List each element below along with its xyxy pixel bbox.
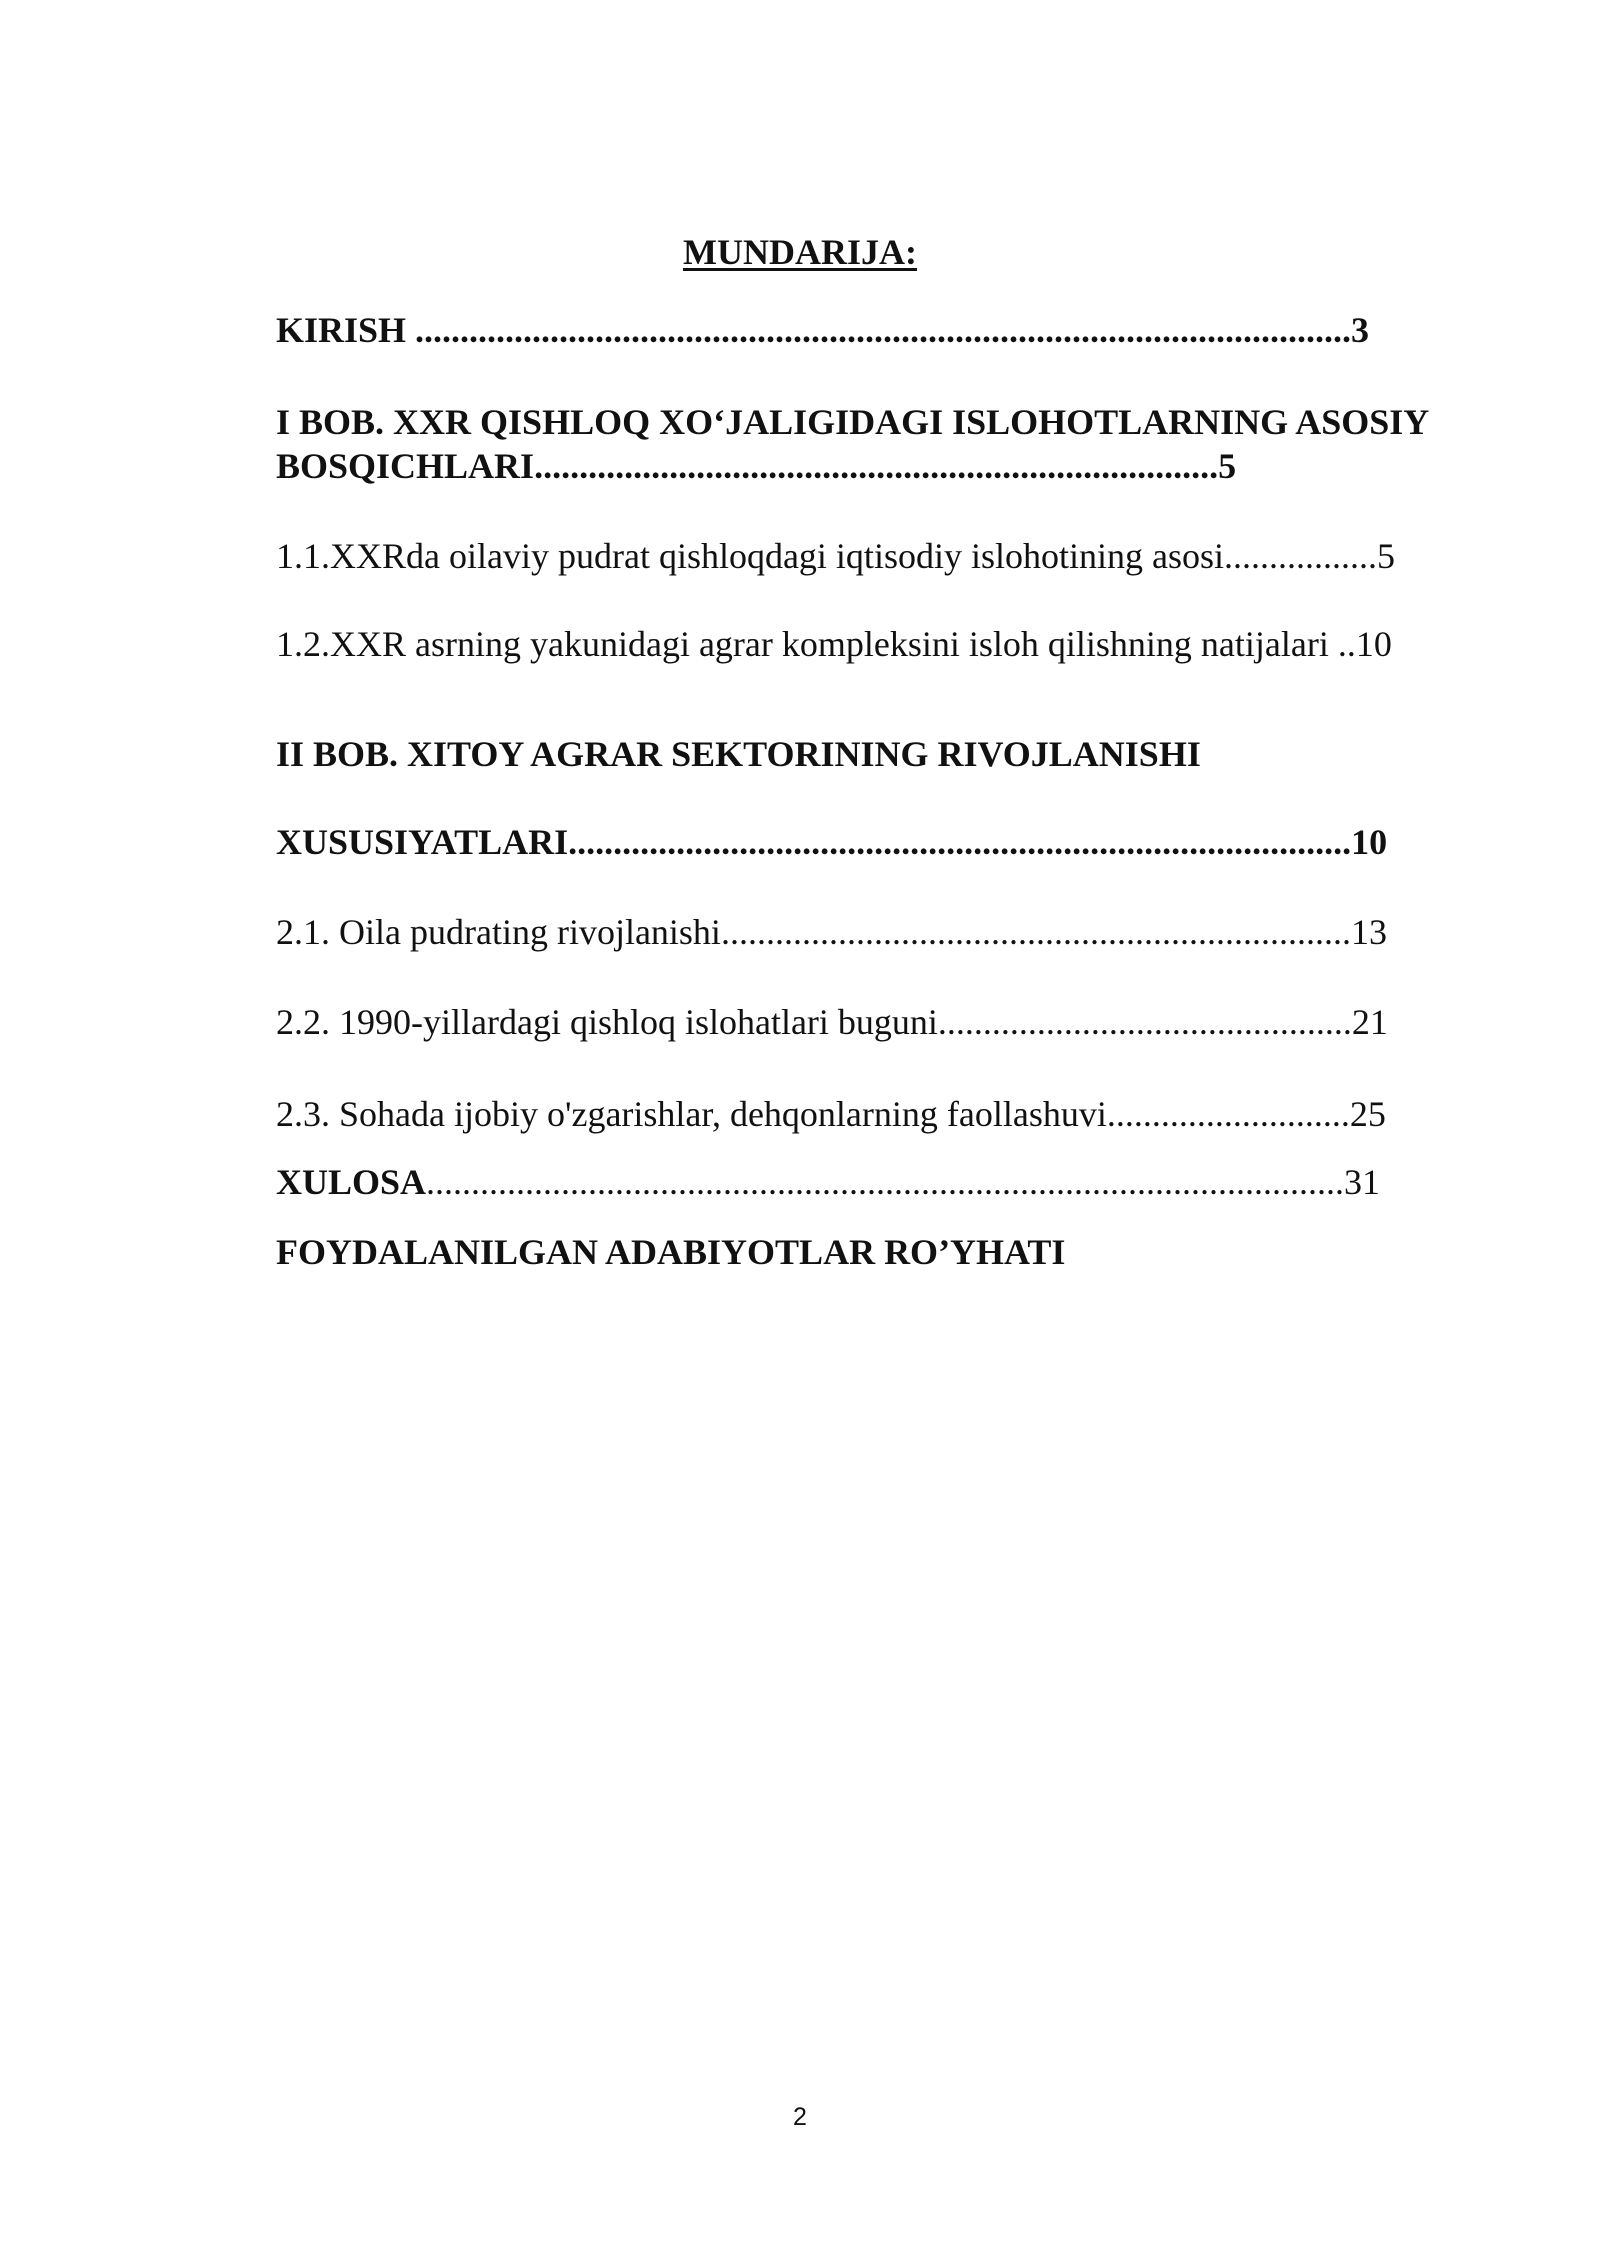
- toc-entry-2-1: 2.1. Oila pudrating rivojlanishi......................................................................13: [276, 912, 1387, 952]
- page-number: 2: [793, 2103, 807, 2131]
- toc-entry-xulosa-label: XULOSA: [276, 1162, 427, 1202]
- toc-entry-2-3: 2.3. Sohada ijobiy o'zgarishlar, dehqonlarning faollashuvi...........................25: [276, 1094, 1386, 1134]
- toc-entry-2-2: 2.2. 1990-yillardagi qishloq islohatlari buguni..............................................21: [276, 1002, 1388, 1042]
- toc-entry-1-1: 1.1.XXRda oilaviy pudrat qishloqdagi iqtisodiy islohotining asosi.................5: [276, 536, 1395, 576]
- toc-chapter-2-title-line-2: XUSUSIYATLARI.......................................................................................10: [276, 822, 1388, 862]
- toc-chapter-1-title-line-2: BOSQICHLARI............................................................................5: [276, 446, 1237, 486]
- toc-chapter-2-title-line-1: II BOB. XITOY AGRAR SEKTORINING RIVOJLANISHI: [276, 734, 1201, 774]
- toc-entry-kirish: KIRISH ........................................................................................................3: [276, 310, 1370, 350]
- toc-entry-adabiyotlar: FOYDALANILGAN ADABIYOTLAR RO’YHATI: [276, 1232, 1066, 1272]
- toc-entry-1-2: 1.2.XXR asrning yakunidagi agrar kompleksini isloh qilishning natijalari ..10: [276, 624, 1392, 664]
- toc-entry-xulosa-leader-and-page: ......................................................................................................31: [426, 1162, 1381, 1202]
- toc-chapter-1-title-line-1: I BOB. XXR QISHLOQ XO‘JALIGIDAGI ISLOHOTLARNING ASOSIY: [276, 402, 1430, 442]
- toc-title: MUNDARIJA:: [683, 232, 917, 272]
- toc-entry-xulosa: [276, 1158, 1380, 1206]
